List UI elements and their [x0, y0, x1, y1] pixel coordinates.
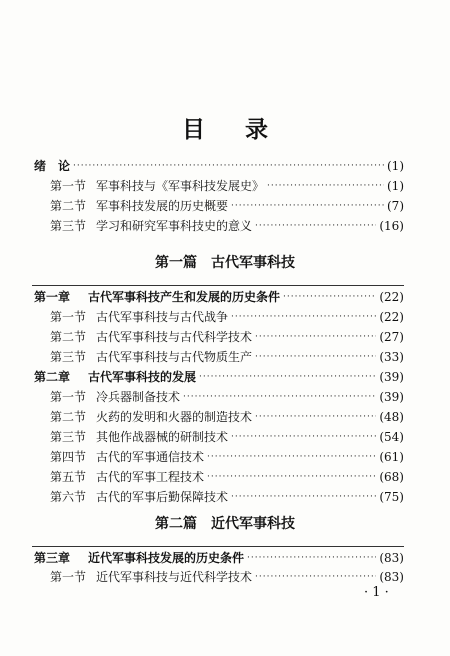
toc-entry-chapter[interactable]	[34, 288, 404, 306]
toc-entry-section[interactable]	[50, 568, 404, 586]
section-label: 第一节	[50, 390, 87, 404]
part-title: 古代军事科技	[211, 255, 295, 271]
toc-page-number: (16)	[379, 219, 404, 233]
section-title: 古代的军事工程技术	[96, 470, 205, 484]
leader-dots	[255, 328, 376, 346]
toc-page-number: (33)	[379, 350, 404, 364]
chapter-title: 古代军事科技的发展	[88, 370, 197, 384]
toc-entry-section[interactable]	[50, 408, 404, 426]
section-label: 第五节	[50, 470, 87, 484]
leader-dots	[207, 448, 376, 466]
section-title: 军事科技与《军事科技发展史》	[96, 179, 265, 193]
section-title: 学习和研究军事科技史的意义	[96, 219, 253, 233]
chapter-title: 古代军事科技产生和发展的历史条件	[88, 290, 281, 304]
toc-page-number: (1)	[387, 159, 404, 173]
part-heading	[0, 252, 450, 272]
section-label: 第二节	[50, 199, 87, 213]
toc-page-number: (22)	[379, 290, 404, 304]
section-label: 第三节	[50, 350, 87, 364]
divider	[32, 285, 404, 286]
leader-dots	[255, 348, 376, 366]
chapter-label: 第二章	[34, 370, 71, 384]
leader-dots	[73, 157, 384, 175]
toc-entry-chapter[interactable]	[34, 368, 404, 386]
section-title: 军事科技发展的历史概要	[96, 199, 229, 213]
leader-dots	[231, 308, 376, 326]
section-label: 第二节	[50, 410, 87, 424]
part-label: 第一篇	[155, 255, 197, 271]
toc-page-number: (7)	[387, 199, 404, 213]
section-label: 第三节	[50, 219, 87, 233]
toc-page-number: (22)	[379, 310, 404, 324]
toc-entry-section[interactable]	[50, 328, 404, 346]
toc-entry-section[interactable]	[50, 177, 404, 195]
toc-page-number: (1)	[387, 179, 404, 193]
toc-entry-section[interactable]	[50, 448, 404, 466]
toc-page-number: (75)	[379, 490, 404, 504]
chapter-label: 第三章	[34, 551, 71, 565]
leader-dots	[231, 488, 376, 506]
section-title: 古代的军事后勤保障技术	[96, 490, 229, 504]
toc-entry-section[interactable]	[50, 348, 404, 366]
toc-page-number: (48)	[379, 410, 404, 424]
toc-entry-chapter[interactable]	[34, 549, 404, 567]
toc-entry-label: 绪 论	[34, 159, 71, 173]
leader-dots	[207, 468, 376, 486]
section-title: 古代军事科技与古代科学技术	[96, 330, 253, 344]
leader-dots	[255, 217, 376, 235]
toc-page-number: (39)	[379, 370, 404, 384]
leader-dots	[283, 288, 376, 306]
section-label: 第三节	[50, 430, 87, 444]
leader-dots	[231, 197, 384, 215]
section-title: 火药的发明和火器的制造技术	[96, 410, 253, 424]
section-title: 古代的军事通信技术	[96, 450, 205, 464]
leader-dots	[247, 549, 376, 567]
section-label: 第一节	[50, 570, 87, 584]
page-number: · 1 ·	[364, 585, 389, 600]
leader-dots	[255, 568, 376, 586]
section-title: 近代军事科技与近代科学技术	[96, 570, 253, 584]
section-label: 第二节	[50, 330, 87, 344]
section-title: 其他作战器械的研制技术	[96, 430, 229, 444]
section-label: 第六节	[50, 490, 87, 504]
toc-page-number: (61)	[379, 450, 404, 464]
leader-dots	[267, 177, 384, 195]
toc-page-number: (39)	[379, 390, 404, 404]
toc-entry-section[interactable]	[50, 308, 404, 326]
section-title: 古代军事科技与古代战争	[96, 310, 229, 324]
leader-dots	[255, 408, 376, 426]
toc-page-number: (83)	[379, 551, 404, 565]
divider	[32, 546, 404, 547]
section-title: 冷兵器制备技术	[96, 390, 181, 404]
toc-entry-section[interactable]	[50, 488, 404, 506]
chapter-label: 第一章	[34, 290, 71, 304]
leader-dots	[183, 388, 376, 406]
leader-dots	[231, 428, 376, 446]
toc-entry-section[interactable]	[50, 388, 404, 406]
part-label: 第二篇	[155, 516, 197, 532]
toc-entry-section[interactable]	[50, 217, 404, 235]
toc-page-number: (83)	[379, 570, 404, 584]
part-heading	[0, 513, 450, 533]
chapter-title: 近代军事科技发展的历史条件	[88, 551, 245, 565]
toc-entry-section[interactable]	[50, 428, 404, 446]
toc-page-number: (68)	[379, 470, 404, 484]
section-label: 第四节	[50, 450, 87, 464]
toc-entry-section[interactable]	[50, 468, 404, 486]
section-label: 第一节	[50, 179, 87, 193]
section-label: 第一节	[50, 310, 87, 324]
leader-dots	[199, 368, 376, 386]
toc-page-number: (54)	[379, 430, 404, 444]
page-title: 目 录	[181, 116, 284, 143]
toc-entry-intro[interactable]	[34, 157, 404, 175]
section-title: 古代军事科技与古代物质生产	[96, 350, 253, 364]
toc-entry-section[interactable]	[50, 197, 404, 215]
part-title: 近代军事科技	[211, 516, 295, 532]
toc-page-number: (27)	[379, 330, 404, 344]
